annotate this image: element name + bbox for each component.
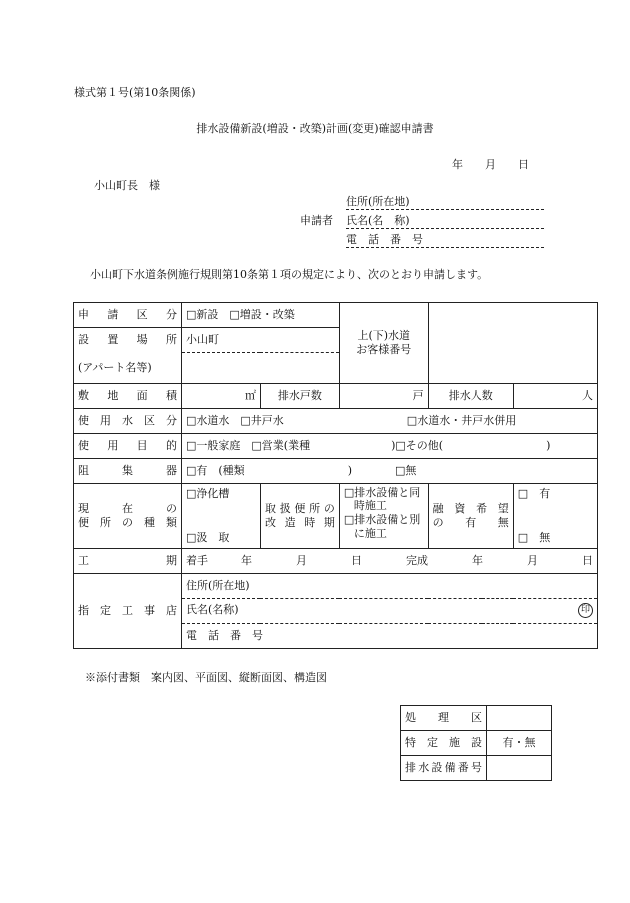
document-title: 排水設備新設(増設・改築)計画(変更)確認申請書	[196, 122, 434, 135]
persons-field[interactable]	[513, 383, 597, 408]
water-customer-number-field[interactable]	[428, 303, 597, 384]
area-label: 敷 地 面 積	[74, 383, 182, 408]
facility-label: 特 定 施 設	[401, 731, 487, 756]
water-source-label: 使 用 水 区 分	[74, 408, 182, 433]
seal-mark: 印	[578, 603, 593, 618]
date-field[interactable]: 年 月 日	[452, 158, 529, 171]
apartment-label: (アパート名等)	[74, 353, 182, 384]
apply-type-label: 申 請 区 分	[74, 303, 182, 328]
attachments-note: ※添付書類 案内図、平面図、縦断面図、構造図	[85, 671, 327, 684]
area-unit: ㎡	[244, 388, 256, 402]
toilet-change-label	[260, 483, 339, 548]
households-label: 排水戸数	[260, 383, 339, 408]
application-table	[73, 302, 598, 649]
loan-option-yes[interactable]: □ 有	[517, 486, 551, 500]
apply-type-options[interactable]: □新設 □増設・改築	[182, 303, 340, 328]
contractor-name-field[interactable]	[182, 598, 598, 623]
location-field[interactable]: 小山町	[182, 328, 340, 353]
loan-label	[428, 483, 513, 548]
contractor-address-label: 住所(所在地)	[186, 578, 250, 592]
contractor-name-label: 氏名(名称)	[186, 603, 239, 616]
applicant-name-label: 氏名(名 称)	[346, 214, 410, 227]
purpose-options[interactable]	[182, 433, 598, 458]
toilet-change-option-1a[interactable]: □排水設備と同	[343, 485, 421, 499]
persons-unit: 人	[582, 388, 593, 402]
toilet-change-label-line2: 改造時期	[264, 515, 335, 529]
processing-table	[400, 705, 552, 781]
current-toilet-option-pit[interactable]: □汲 取	[186, 530, 230, 544]
period-field[interactable]: 着手 年 月 日 完成 年 月 日	[182, 548, 598, 573]
facility-field[interactable]: 有・無	[487, 731, 552, 756]
trap-label: 阻 集 器	[74, 458, 182, 483]
zone-field[interactable]	[487, 706, 552, 731]
contractor-label: 指 定 工 事 店	[74, 573, 182, 648]
applicant-label: 申請者	[300, 214, 333, 227]
contractor-phone-label: 電 話 番 号	[186, 628, 263, 642]
toilet-change-label-line1: 取扱便所の	[264, 501, 335, 515]
loan-label-line1: 融資希望	[432, 501, 509, 515]
applicant-address-field[interactable]	[346, 193, 544, 210]
trap-close-paren: )	[347, 463, 352, 477]
form-number: 様式第１号(第10条関係)	[74, 86, 196, 99]
water-source-option-a[interactable]: □水道水 □井戸水	[186, 413, 284, 427]
equipment-no-label: 排水設備番号	[401, 756, 487, 781]
loan-label-line2: の 有 無	[432, 515, 509, 529]
purpose-option-c: )	[546, 438, 551, 452]
persons-label: 排水人数	[428, 383, 513, 408]
current-toilet-label-line2: 便 所 の 種 類	[78, 515, 177, 529]
location-label: 設 置 場 所	[74, 328, 182, 353]
current-toilet-options[interactable]	[182, 483, 261, 548]
trap-option-no[interactable]: □無	[394, 463, 417, 477]
period-label: 工 期	[74, 548, 182, 573]
toilet-change-option-2b: に施工	[353, 526, 387, 540]
water-source-option-b[interactable]: □水道水・井戸水併用	[406, 413, 517, 427]
toilet-change-option-1b: 時施工	[353, 499, 387, 513]
zone-label: 処 理 区	[401, 706, 487, 731]
current-toilet-label-line1: 現 在 の	[78, 501, 177, 515]
intro-text: 小山町下水道条例施行規則第10条第１項の規定により、次のとおり申請します。	[90, 268, 489, 281]
loan-options[interactable]	[513, 483, 597, 548]
area-field[interactable]	[182, 383, 261, 408]
water-source-options[interactable]	[182, 408, 598, 433]
applicant-phone-label: 電 話 番 号	[346, 233, 423, 246]
purpose-option-a[interactable]: □一般家庭 □営業(業種	[186, 438, 311, 452]
purpose-option-b[interactable]: )□その他(	[391, 438, 444, 452]
applicant-phone-field[interactable]	[346, 231, 544, 248]
trap-options[interactable]	[182, 458, 598, 483]
purpose-label: 使 用 目 的	[74, 433, 182, 458]
water-customer-label: 上(下)水道 お客様番号	[339, 303, 428, 384]
current-toilet-label	[74, 483, 182, 548]
apartment-field[interactable]	[182, 353, 340, 384]
current-toilet-option-septic[interactable]: □浄化槽	[186, 486, 230, 500]
households-unit: 戸	[412, 388, 424, 402]
households-field[interactable]	[339, 383, 428, 408]
applicant-address-label: 住所(所在地)	[346, 195, 410, 208]
toilet-change-options[interactable]	[339, 483, 428, 548]
equipment-no-field[interactable]	[487, 756, 552, 781]
contractor-phone-field[interactable]	[182, 623, 598, 648]
toilet-change-option-2a[interactable]: □排水設備と別	[343, 513, 421, 526]
applicant-name-field[interactable]	[346, 212, 544, 229]
loan-option-no[interactable]: □ 無	[517, 530, 551, 544]
addressee: 小山町長 様	[94, 179, 160, 192]
contractor-address-field[interactable]	[182, 573, 598, 598]
trap-option-yes[interactable]: □有 (種類	[186, 463, 245, 477]
